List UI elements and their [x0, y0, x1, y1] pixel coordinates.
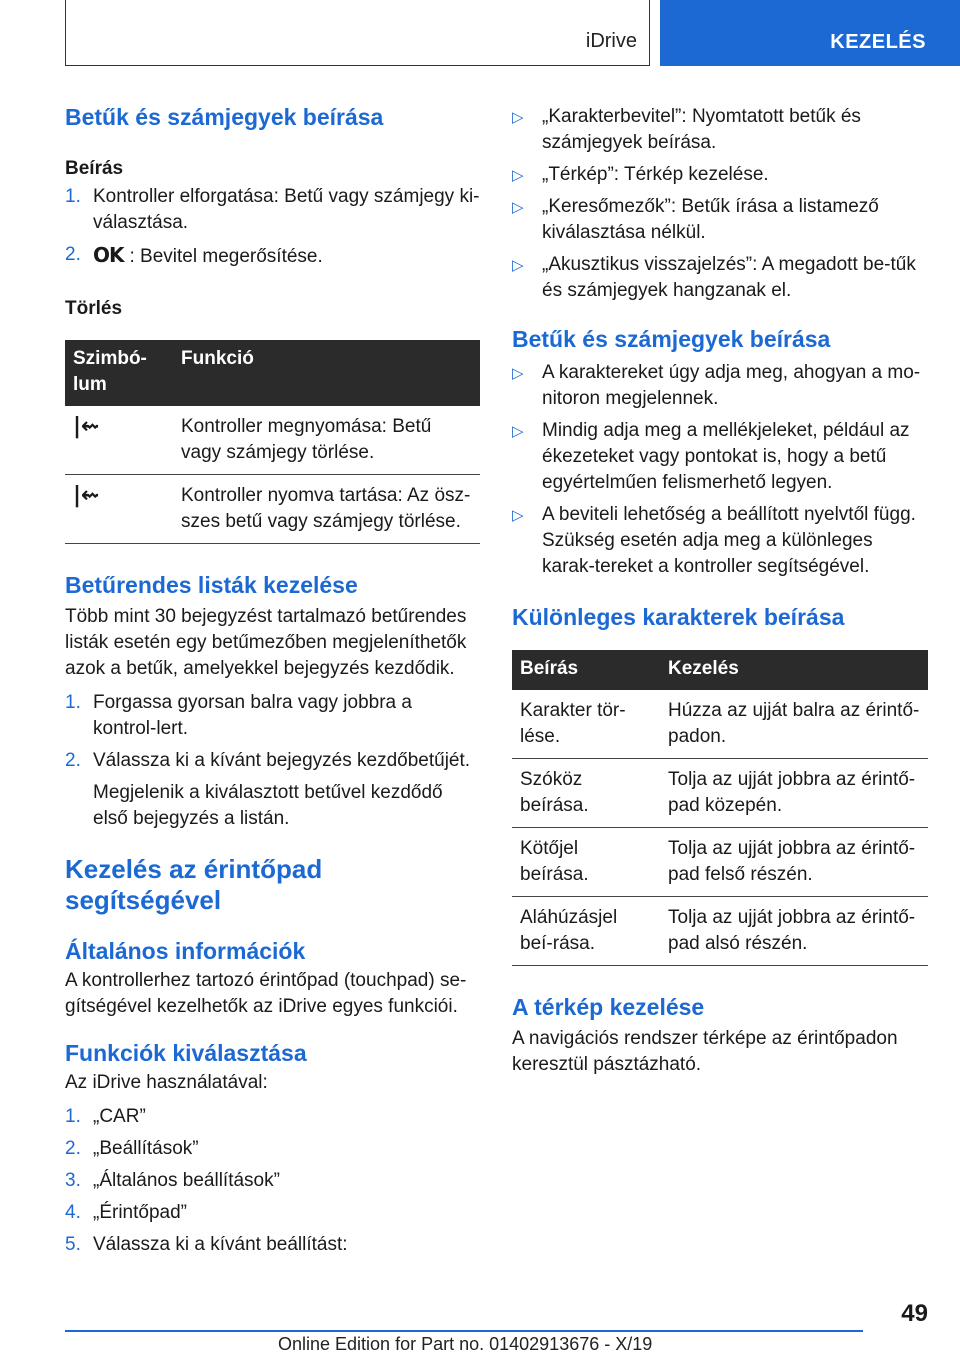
entry-steps [65, 184, 480, 270]
table-header-row [65, 340, 480, 406]
list-item: 1. Kontroller elforgatása: Betű vagy számjegy ki-választása. [65, 186, 480, 233]
table-cell: Kontroller nyomva tartása: Az ösz-szes betű vagy számjegy törlése. [173, 475, 480, 544]
triangle-bullet-icon: ▷ [512, 423, 524, 440]
left-column [65, 100, 480, 1264]
header-chapter-box [660, 0, 960, 66]
table-row [65, 406, 480, 475]
table-header: Szimbó-lum [65, 340, 173, 406]
list-item: ▷ A karaktereket úgy adja meg, ahogyan a mo-nitoron megjelennek. [512, 362, 921, 409]
section-title-special-chars: Különleges karakterek beírása [512, 604, 845, 630]
table-cell: Karakter tör-lése. [512, 690, 660, 759]
section-title-letters: Betűk és számjegyek beírása [65, 104, 384, 130]
list-item: 5. Válassza ki a kívánt beállítást: [65, 1234, 348, 1255]
table-row [65, 475, 480, 544]
list-item: 1. „CAR” [65, 1106, 146, 1127]
lists-intro: Több mint 30 bejegyzést tartalmazó betűrendes listák esetén egy betűmezőben megjeleníthetők azok a betűk, amelyekkel bejegyzés kezdődik. [65, 606, 467, 679]
map-text: A navigációs rendszer térképe az érintőpadon keresztül pásztázható. [512, 1028, 898, 1075]
section-title-lists: Betűrendes listák kezelése [65, 572, 358, 598]
table-cell: Kontroller megnyomása: Betű vagy számjegy törlése. [173, 406, 480, 475]
header-section-title: iDrive [585, 30, 637, 52]
footer-edition: Online Edition for Part no. 01402913676 - X/19 [278, 1334, 653, 1354]
list-item: ▷ Mindig adja meg a mellékjeleket, például az ékezeteket vagy pontokat is, hogy a betű egyértelműen felismerhető legyen. [512, 420, 910, 493]
touch-letters-list [512, 360, 928, 580]
table-cell: Tolja az ujját jobbra az érintő-pad alsó részén. [660, 897, 928, 966]
delete-table [65, 340, 480, 544]
back-arrow-icon: |⇜ [65, 406, 173, 475]
page-number: 49 [901, 1300, 928, 1327]
ok-icon: OK [93, 243, 124, 267]
list-item: 3. „Általános beállítások” [65, 1170, 280, 1191]
footer-divider [65, 1330, 863, 1332]
list-item: ▷ „Karakterbevitel”: Nyomtatott betűk és számjegyek beírása. [512, 106, 861, 153]
list-item: ▷ A beviteli lehetőség a beállított nyelvtől függ. Szükség esetén adja meg a különleges karak-tereket a kontroller segítségével. [512, 504, 916, 577]
list-item: 2. Válassza ki a kívánt bejegyzés kezdőbetűjét. [65, 750, 471, 771]
table-row [512, 897, 928, 966]
table-row [512, 759, 928, 828]
list-item: 2. „Beállítások” [65, 1138, 199, 1159]
header-chapter-title: KEZELÉS [830, 31, 926, 53]
list-item: 2. OK : Bevitel megerősítése. [65, 243, 323, 267]
select-steps [65, 1104, 480, 1258]
table-cell: Tolja az ujját jobbra az érintő-pad felső részén. [660, 828, 928, 897]
triangle-bullet-icon: ▷ [512, 109, 524, 126]
list-item: ▷ „Térkép”: Térkép kezelése. [512, 162, 928, 188]
table-header-row [512, 650, 928, 690]
delete-heading: Törlés [65, 298, 123, 319]
list-item: ▷ „Akusztikus visszajelzés”: A megadott be-tűk és számjegyek hangzanak el. [512, 254, 916, 301]
general-text: A kontrollerhez tartozó érintőpad (touchpad) se-gítségével kezelhetők az iDrive egyes funkciói. [65, 970, 467, 1017]
triangle-bullet-icon: ▷ [512, 257, 524, 274]
chapter-title-touchpad: Kezelés az érintőpad segítségével [65, 854, 323, 915]
table-header: Kezelés [660, 650, 928, 690]
table-cell: Tolja az ujját jobbra az érintő-pad közepén. [660, 759, 928, 828]
touchpad-options-list [512, 104, 928, 304]
table-cell: Húzza az ujját balra az érintő-padon. [660, 690, 928, 759]
triangle-bullet-icon: ▷ [512, 365, 524, 382]
triangle-bullet-icon: ▷ [512, 507, 524, 524]
triangle-bullet-icon: ▷ [512, 167, 524, 184]
section-title-touch-letters: Betűk és számjegyek beírása [512, 326, 831, 352]
table-cell: Aláhúzásjel beí-rása. [512, 897, 660, 966]
lists-continuation: Megjelenik a kiválasztott betűvel kezdődő első bejegyzés a listán. [93, 782, 443, 829]
table-row [512, 690, 928, 759]
back-arrow-icon: |⇜ [65, 475, 173, 544]
table-cell: Kötőjel beírása. [512, 828, 660, 897]
table-header: Funkció [173, 340, 480, 406]
list-item: 1. Forgassa gyorsan balra vagy jobbra a kontrol-lert. [65, 692, 412, 739]
special-chars-table [512, 650, 928, 966]
section-title-select: Funkciók kiválasztása [65, 1040, 307, 1066]
right-column [512, 100, 928, 1078]
table-header: Beírás [512, 650, 660, 690]
list-item: ▷ „Keresőmezők”: Betűk írása a listamező kiválasztása nélkül. [512, 196, 879, 243]
lists-steps [65, 690, 480, 774]
entry-heading: Beírás [65, 158, 124, 179]
table-row [512, 828, 928, 897]
section-title-general: Általános információk [65, 938, 306, 964]
table-cell: Szóköz beírása. [512, 759, 660, 828]
header-section-box [65, 0, 650, 66]
section-title-map: A térkép kezelése [512, 994, 705, 1020]
list-item: 4. „Érintőpad” [65, 1202, 187, 1223]
select-intro: Az iDrive használatával: [65, 1072, 268, 1093]
triangle-bullet-icon: ▷ [512, 199, 524, 216]
